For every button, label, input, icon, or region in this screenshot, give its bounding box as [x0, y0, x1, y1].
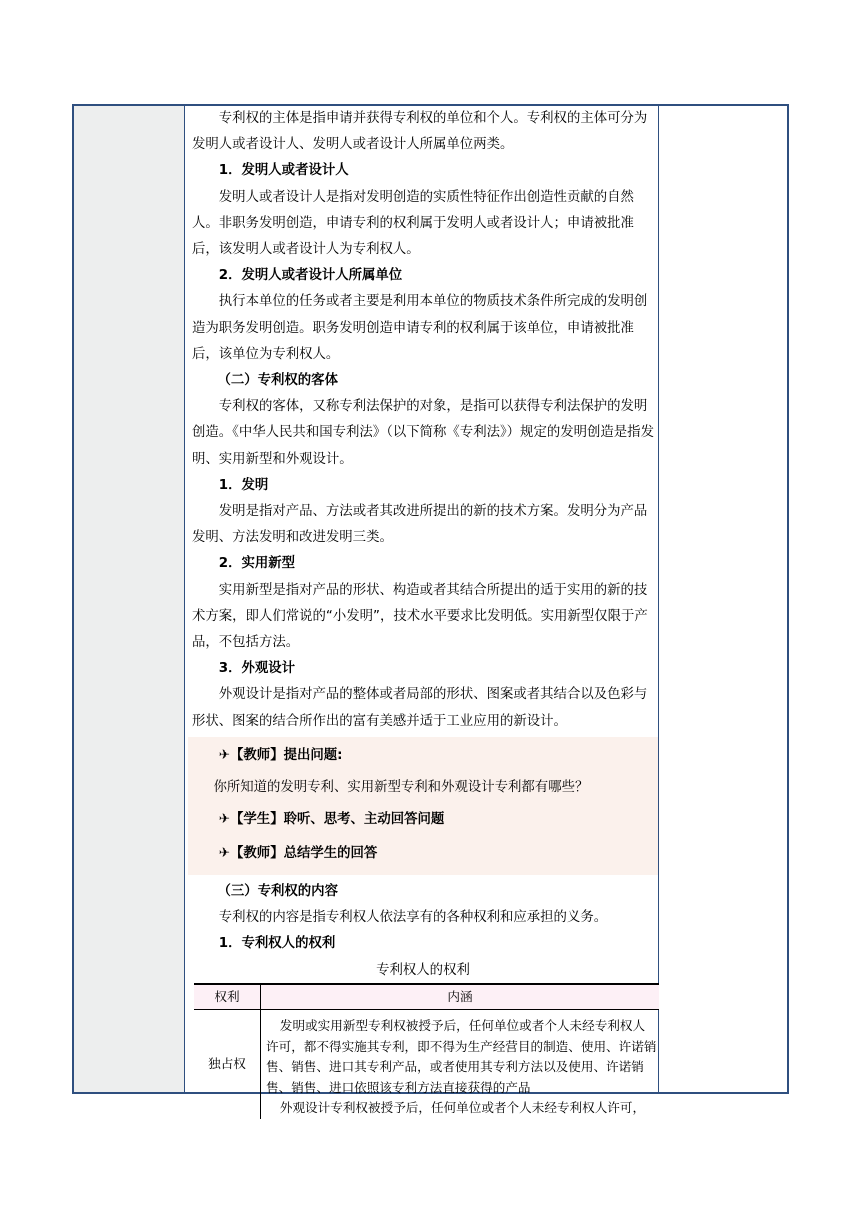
meaning-paragraph: 外观设计专利权被授予后，任何单位或者个人未经专利权人许可，: [279, 1100, 646, 1116]
plane-icon: ✈: [218, 811, 231, 827]
object-paragraph: 专利权的客体，又称专利法保护的对象，是指可以获得专利法保护的发明创造。《中华人民共和国专利法》（以下简称《专利法》）规定的发明创造是指发明、实用新型和外观设计。: [192, 399, 654, 467]
section-heading-employer: 2．发明人或者设计人所属单位: [218, 268, 403, 284]
invention-paragraph: 发明是指对产品、方法或者其改进所提出的新的技术方案。发明分为产品发明、方法发明和改进发明三类。: [192, 504, 648, 546]
student-heading: [192, 803, 654, 837]
right-column: [658, 106, 787, 1092]
teacher-question-label: 【教师】提出问题:: [230, 747, 343, 763]
plane-icon: ✈: [218, 845, 231, 861]
utility-paragraph: 实用新型是指对产品的形状、构造或者其结合所提出的适于实用的新的技术方案，即人们常说的“小发明”，技术水平要求比发明低。实用新型仅限于产品，不包括方法。: [192, 582, 648, 651]
right-meaning-cell: [261, 1010, 660, 1119]
section-heading-invention: 1．发明: [218, 477, 269, 493]
table-header-row: [194, 984, 659, 1010]
student-label: 【学生】聆听、思考、主动回答问题: [230, 811, 445, 827]
intro-paragraph: 专利权的主体是指申请并获得专利权的单位和个人。专利权的主体可分为发明人或者设计人、发明人或者设计人所属单位两类。: [192, 111, 648, 153]
classroom-activity-box: [188, 737, 658, 875]
teacher-question-heading: [192, 739, 654, 773]
rights-table-title: 专利权人的权利: [376, 963, 470, 979]
inventor-paragraph: 发明人或者设计人是指对发明创造的实质性特征作出创造性贡献的自然人。非职务发明创造，申请专利的权利属于发明人或者设计人；申请被批准后，该发明人或者设计人为专利权人。: [192, 189, 634, 258]
teacher-summary-label: 【教师】总结学生的回答: [230, 845, 378, 861]
content-paragraph: 专利权的内容是指专利权人依法享有的各种权利和应承担的义务。: [218, 910, 608, 926]
section-heading-inventor: 1．发明人或者设计人: [218, 163, 349, 179]
section-heading-utility: 2．实用新型: [218, 556, 296, 572]
plane-icon: ✈: [218, 747, 231, 763]
section-heading-design: 3．外观设计: [218, 661, 296, 677]
employer-paragraph: 执行本单位的任务或者主要是利用本单位的物质技术条件所完成的发明创造为职务发明创造。职务发明创造申请专利的权利属于该单位，申请被批准后，该单位为专利权人。: [192, 294, 648, 362]
right-name-cell: 独占权: [194, 1010, 261, 1119]
design-paragraph: 外观设计是指对产品的整体或者局部的形状、图案或者其结合以及色彩与形状、图案的结合所作出的富有美感并适于工业应用的新设计。: [192, 687, 648, 729]
column-header-right: 权利: [194, 984, 261, 1010]
question-text: 你所知道的发明专利、实用新型专利和外观设计专利都有哪些？: [213, 779, 589, 795]
main-content: [192, 106, 657, 1119]
meaning-paragraph: 发明或实用新型专利权被授予后，任何单位或者个人未经专利权人许可，都不得实施其专利，即不得为生产经营目的制造、使用、许诺销售、销售、进口其专利产品，或者使用其专利方法以及使用、许诺销售、销售、进口依照该专利方法直接获得的产品: [266, 1018, 657, 1095]
column-header-meaning: 内涵: [261, 984, 660, 1010]
section-heading-rights: 1．专利权人的权利: [218, 936, 336, 952]
section-heading-content: （三）专利权的内容: [217, 883, 338, 899]
section-heading-object: （二）专利权的客体: [217, 373, 338, 389]
rights-table: [194, 983, 659, 1119]
left-column: [74, 106, 185, 1092]
teacher-summary-heading: [192, 837, 654, 871]
lesson-table-frame: [72, 104, 789, 1116]
table-row: [194, 1010, 659, 1119]
